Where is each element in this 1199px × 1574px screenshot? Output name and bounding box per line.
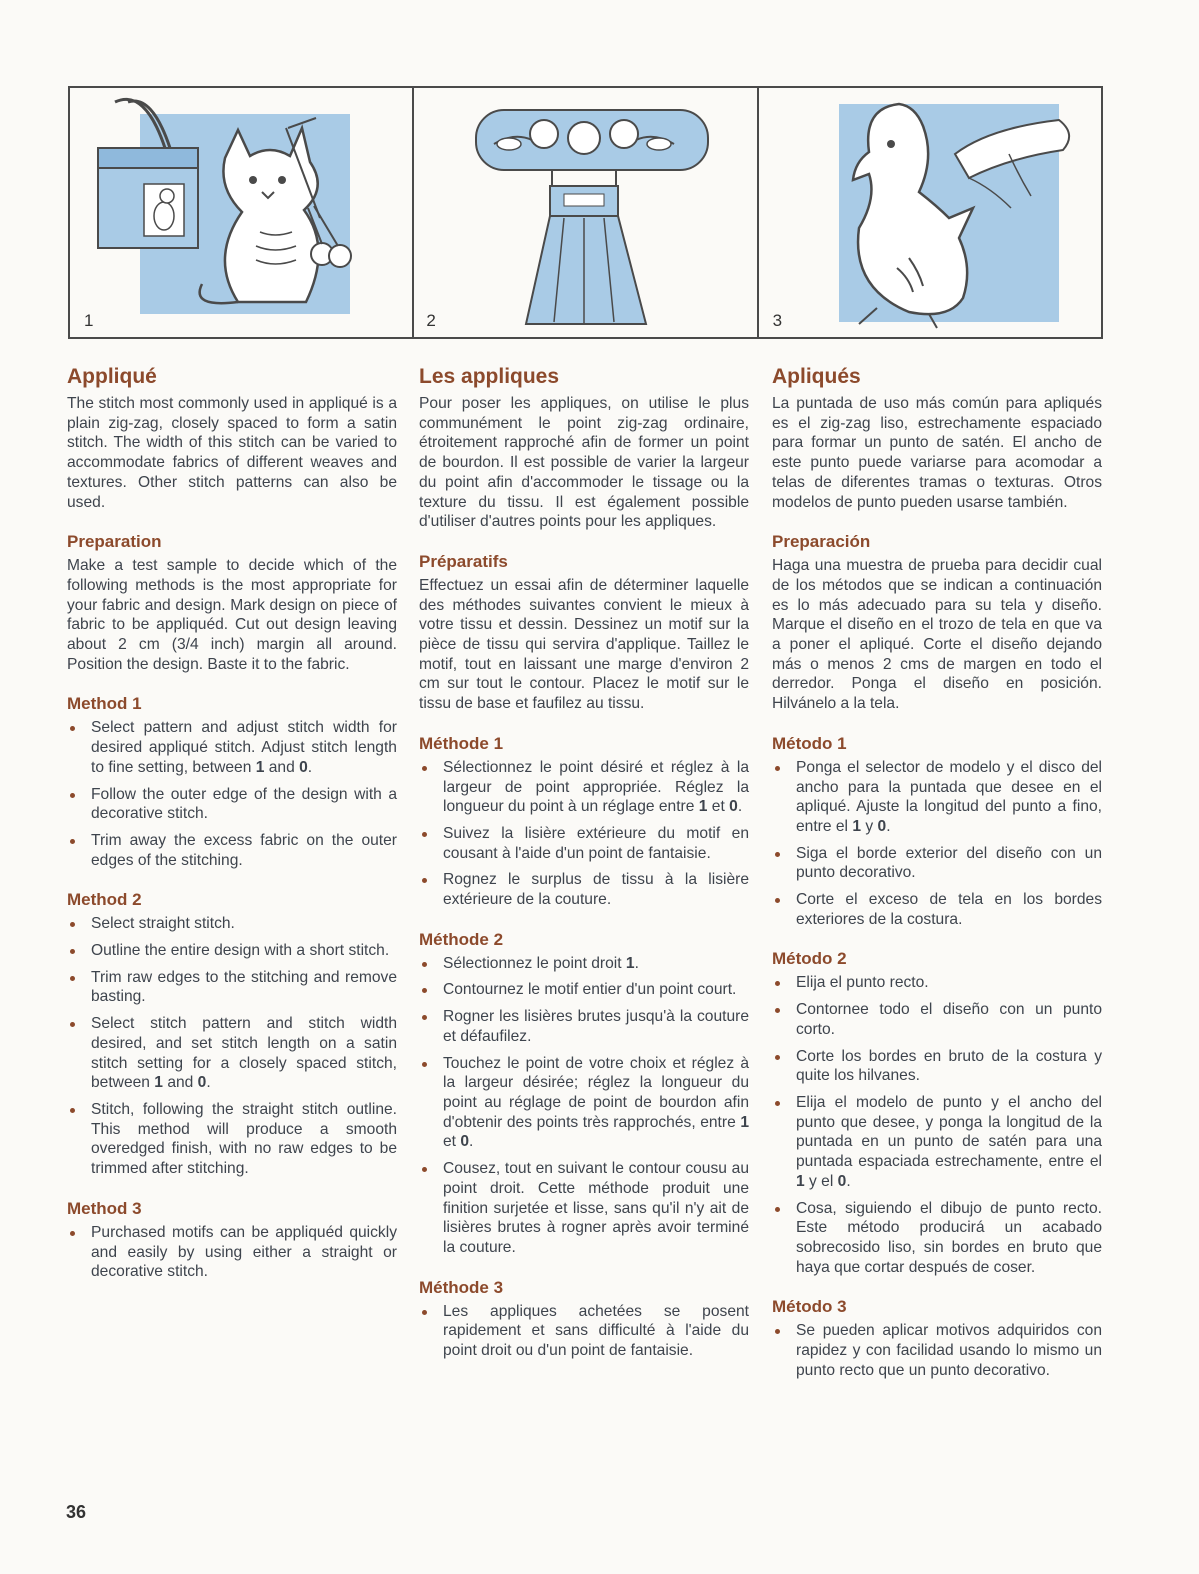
list-item: Se pueden aplicar motivos adquiridos con rapidez y con facilidad usando lo mismo un punto recto que un punto decorativo. — [772, 1321, 1102, 1380]
list-item: Outline the entire design with a short stitch. — [67, 941, 397, 961]
method-2-heading: Método 2 — [772, 949, 847, 969]
method-3-heading: Method 3 — [67, 1198, 142, 1218]
method-3-list — [67, 1223, 397, 1282]
section-title: Appliqué — [67, 365, 157, 388]
list-item: Contornee todo el diseño con un punto corto. — [772, 1000, 1102, 1039]
method-2-heading: Method 2 — [67, 890, 142, 910]
figure-number: 3 — [772, 311, 783, 330]
page-number: 36 — [66, 1502, 87, 1522]
list-item: Cosa, siguiendo el dibujo de punto recto. Este método producirá un acabado sobrecosido liso, sin bordes en bruto que haya que cortar después de coser. — [772, 1199, 1102, 1278]
cat-applique-illustration — [70, 88, 412, 337]
list-item: Select stitch pattern and stitch width desired, and set stitch length on a satin stitch setting for a closely spaced stitch, between 1 and 0. — [67, 1014, 397, 1093]
intro-text: La puntada de uso más común para apliqués es el zig-zag liso, estrechamente espaciado para formar un punto de satén. El ancho de este punto puede variarse para acomodar a telas de diferentes tramas o texturas. Otros modelos de punto pueden usarse también. — [772, 395, 1102, 511]
list-item: Sélectionnez le point désiré et réglez à la largeur de point appropriée. Réglez la longueur du point à un réglage entre 1 et 0. — [419, 758, 749, 817]
list-item: Stitch, following the straight stitch outline. This method will produce a smooth overedged finish, with no raw edges to be trimmed after stitching. — [67, 1100, 397, 1179]
figure-number: 2 — [426, 311, 436, 330]
illustration-strip — [68, 86, 1103, 339]
list-item: Follow the outer edge of the design with a decorative stitch. — [67, 785, 397, 824]
intro-text: Pour poser les appliques, on utilise le plus communément le point zig-zag ordinaire, étroitement rapproché afin de former un point de bourdon. Il est possible de varier la largeur du point afin d'accommoder le tissage ou la texture du tissu. Il est également possible d'utiliser d'autres points pour les appliques. — [419, 395, 749, 531]
list-item: Les appliques achetées se posent rapidement et sans difficulté à l'aide du point droit ou d'un point de fantaisie. — [419, 1302, 749, 1361]
list-item: Trim raw edges to the stitching and remove basting. — [67, 968, 397, 1007]
method-1-heading: Method 1 — [67, 694, 142, 714]
figure-3 — [757, 88, 1101, 337]
method-2-list — [419, 954, 749, 1258]
column-english — [67, 364, 397, 1282]
list-item: Contournez le motif entier d'un point court. — [419, 980, 749, 1000]
preparation-heading: Préparatifs — [419, 551, 508, 571]
method-1-heading: Método 1 — [772, 733, 847, 753]
method-2-list — [67, 914, 397, 1178]
method-3-list — [419, 1302, 749, 1361]
list-item: Rogner les lisières brutes jusqu'à la couture et défaufilez. — [419, 1007, 749, 1046]
column-french — [419, 364, 749, 1361]
preparation-text: Make a test sample to decide which of the following methods is the most appropriate for your fabric and design. Mark design on piece of fabric to be appliquéd. Cut out design leaving about 2 cm (3/4 inch) margin all around. Position the design. Baste it to the fabric. — [67, 557, 397, 673]
method-3-heading: Méthode 3 — [419, 1277, 504, 1297]
method-1-list — [67, 718, 397, 870]
list-item: Siga el borde exterior del diseño con un punto decorativo. — [772, 844, 1102, 883]
column-spanish — [772, 364, 1102, 1380]
pinafore-flower-applique-illustration — [414, 88, 754, 337]
preparation-text: Haga una muestra de prueba para decidir cual de los métodos que se indican a continuación es lo más adecuado para su tela y diseño. Marque el diseño en el trozo de tela en que va a poner el apliqué. Corte el diseño dejando más o menos 2 cms de margen en todo el derredor. Ponga el diseño en posición. Hilvánelo a la tela. — [772, 557, 1102, 713]
preparation-heading: Preparation — [67, 532, 162, 552]
method-2-list — [772, 973, 1102, 1277]
list-item: Sélectionnez le point droit 1. — [419, 954, 749, 974]
method-3-heading: Método 3 — [772, 1297, 847, 1317]
figure-2 — [412, 88, 756, 337]
method-1-heading: Méthode 1 — [419, 733, 504, 753]
section-title: Apliqués — [772, 365, 861, 388]
method-1-list — [419, 758, 749, 910]
figure-1 — [70, 88, 412, 337]
preparation-text: Effectuez un essai afin de déterminer laquelle des méthodes suivantes convient le mieux à votre tissu et dessin. Dessinez un motif sur la pièce de tissu qui servira d'applique. Taillez le motif, tout en laissant une marge d'environ 2 cm sur tout le contour. Placez le motif sur le tissu de base et faufilez au tissu. — [419, 576, 749, 713]
list-item: Select pattern and adjust stitch width for desired appliqué stitch. Adjust stitch length to fine setting, between 1 and 0. — [67, 718, 397, 777]
list-item: Suivez la lisière extérieure du motif en cousant à l'aide d'un point de fantaisie. — [419, 824, 749, 863]
list-item: Select straight stitch. — [67, 914, 397, 934]
section-title: Les appliques — [419, 365, 560, 388]
list-item: Cousez, tout en suivant le contour cousu au point droit. Cette méthode produit une finition surjetée et lisse, sans qu'il n'y ait de lisières brutes à rogner après avoir terminé la couture. — [419, 1159, 749, 1258]
list-item: Elija el modelo de punto y el ancho del punto que desee, y ponga la longitud de la puntada en un punto de satén para una puntada espaciada estrechamente, entre el 1 y el 0. — [772, 1093, 1102, 1192]
list-item: Corte el exceso de tela en los bordes exteriores de la costura. — [772, 890, 1102, 929]
method-3-list — [772, 1321, 1102, 1380]
list-item: Rognez le surplus de tissu à la lisière extérieure de la couture. — [419, 870, 749, 909]
duck-towel-applique-illustration — [759, 88, 1101, 337]
list-item: Ponga el selector de modelo y el disco del ancho para la puntada que desee en el apliqué. Ajuste la longitud del punto a fino, entre el 1 y 0. — [772, 758, 1102, 837]
list-item: Elija el punto recto. — [772, 973, 1102, 993]
preparation-heading: Preparación — [772, 532, 871, 552]
method-1-list — [772, 758, 1102, 930]
method-2-heading: Méthode 2 — [419, 929, 504, 949]
list-item: Corte los bordes en bruto de la costura y quite los hilvanes. — [772, 1047, 1102, 1086]
intro-text: The stitch most commonly used in appliqué is a plain zig-zag, closely spaced to form a satin stitch. The width of this stitch can be varied to accommodate fabrics of different weaves and textures. Other stitch patterns can also be used. — [67, 395, 397, 511]
list-item: Touchez le point de votre choix et réglez à la largeur désirée; réglez la longueur du point au réglage de point de bourdon afin d'obtenir des points très rapprochés, entre 1 et 0. — [419, 1054, 749, 1153]
figure-number: 1 — [84, 311, 94, 330]
list-item: Trim away the excess fabric on the outer edges of the stitching. — [67, 831, 397, 870]
list-item: Purchased motifs can be appliquéd quickly and easily by using either a straight or decorative stitch. — [67, 1223, 397, 1282]
